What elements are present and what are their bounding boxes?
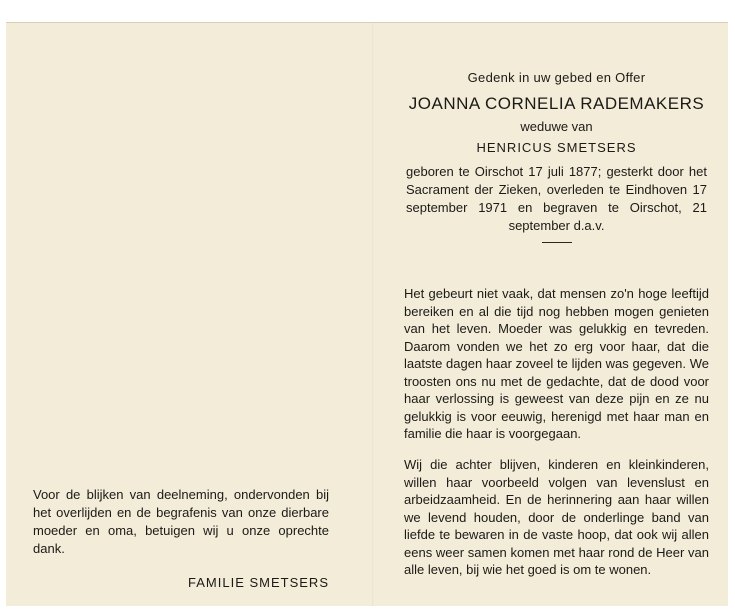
card-fold xyxy=(372,23,374,606)
divider xyxy=(542,242,572,243)
memorial-paragraph-1: Het gebeurt niet vaak, dat mensen zo'n hoge leeftijd bereiken en al die tijd nog hebben mogen genieten van het leven. Moeder was gelukkig en tevreden. Daarom vonden we het zo erg voor haar, dat die laatste dagen haar zoveel te lijden was gegeven. We troosten ons nu met de gedachte, dat de dood voor haar verlossing is geweest van deze pijn en ze nu gelukkig is voor eeuwig, herenigd met haar man en familie die haar is voorgegaan. xyxy=(404,286,709,441)
memorial-card xyxy=(6,22,728,606)
prayer-heading: Gedenk in uw gebed en Offer xyxy=(467,70,646,85)
deceased-name: JOANNA CORNELIA RADEMAKERS xyxy=(408,94,705,113)
memorial-paragraph-2: Wij die achter blijven, kinderen en kleinkinderen, willen haar voorbeeld volgen van levenslust en arbeidzaamheid. En de herinnering aan haar willen we levend houden, door de onderlinge band van liefde te bewaren in de vaste hoop, dat ook wij allen eens weer samen komen met haar rond de Heer van alle leven, bij wie het goed is om te wonen. xyxy=(404,457,709,577)
memorial-header xyxy=(404,68,709,243)
family-signature: FAMILIE SMETSERS xyxy=(188,575,329,590)
thanks-text: Voor de blijken van deelneming, ondervonden bij het overlijden en de begrafenis van onze dierbare moeder en oma, betuigen wij u onze oprechte dank. xyxy=(33,487,329,556)
biography: geboren te Oirschot 17 juli 1877; gesterkt door het Sacrament der Zieken, overleden te Eindhoven 17 september 1971 en begraven te Oirschot, 21 september d.a.v. xyxy=(406,164,707,233)
widow-of-label: weduwe van xyxy=(520,119,593,134)
husband-name: HENRICUS SMETSERS xyxy=(476,140,637,155)
